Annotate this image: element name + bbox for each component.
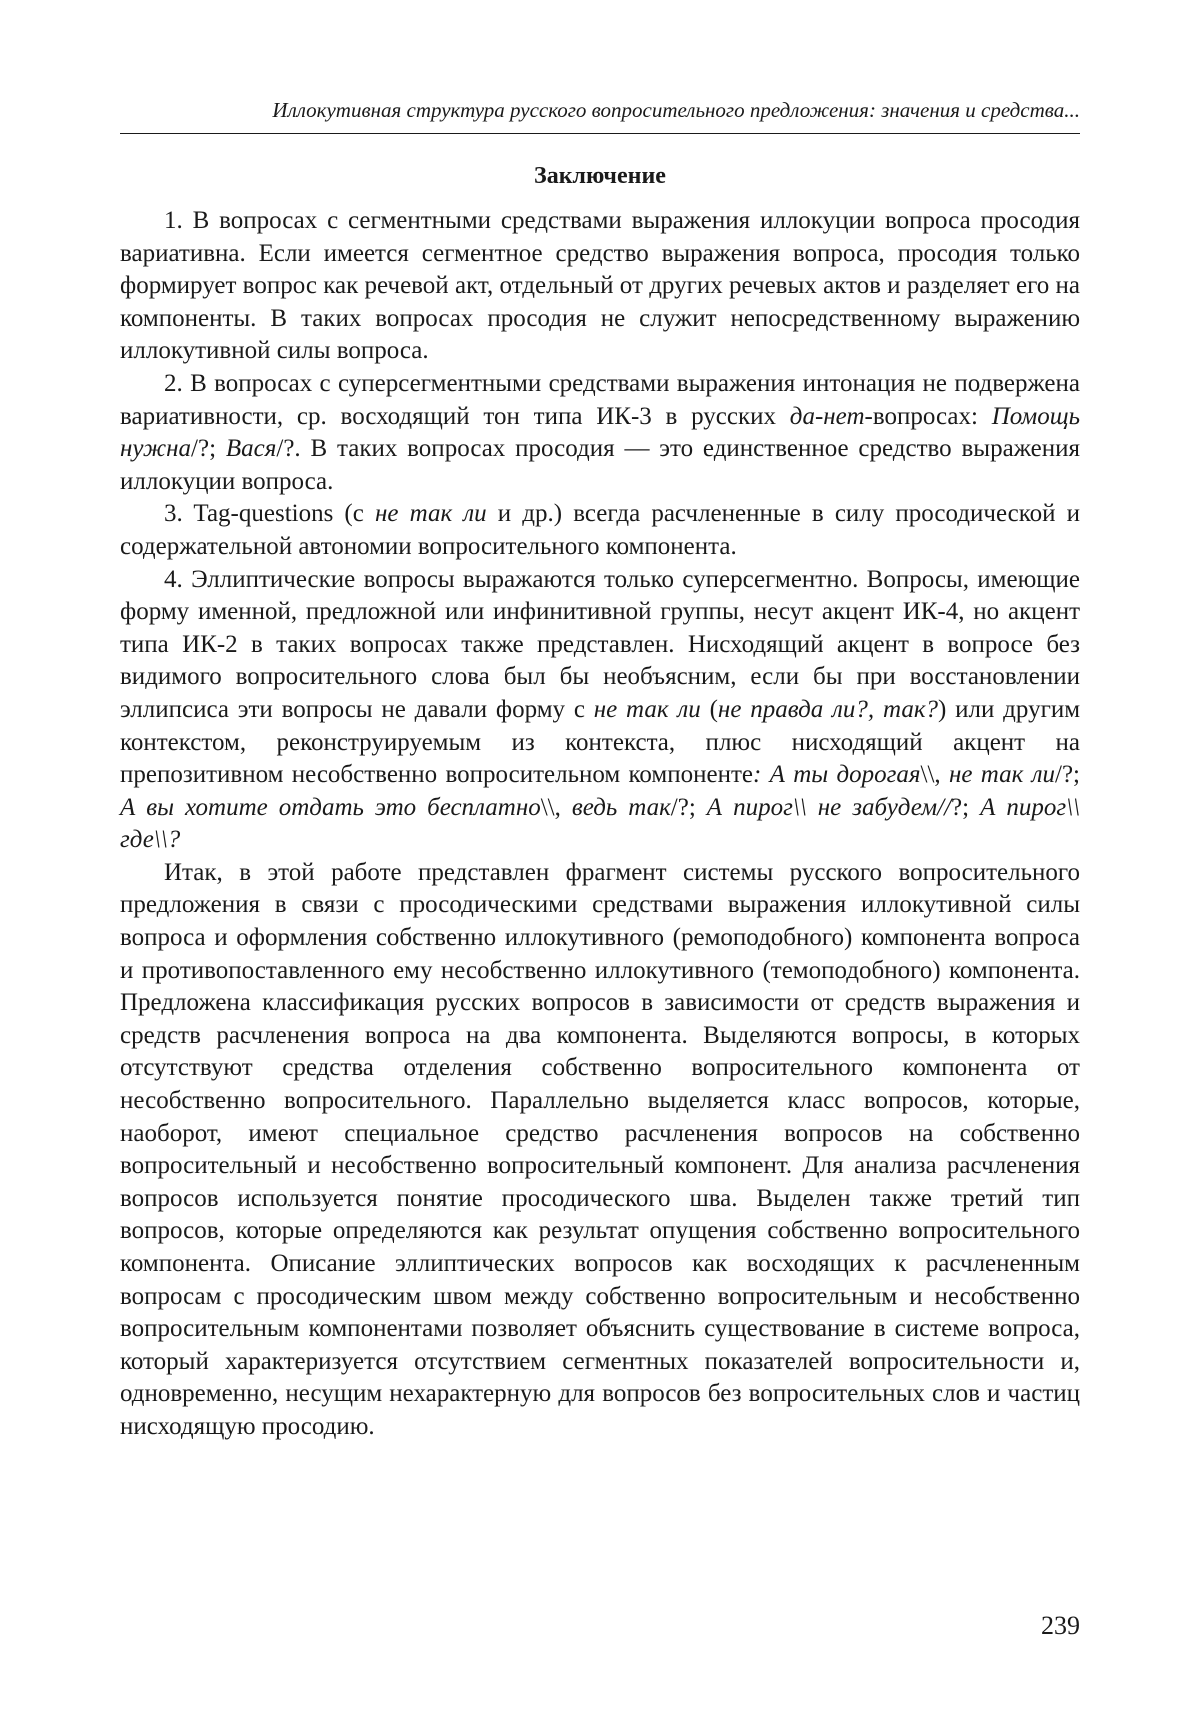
section-title: Заключение [534, 163, 666, 189]
italic-example: А вы хотите отдать это бесплатно [120, 793, 541, 821]
italic-example: не так ли [948, 761, 1056, 789]
text-run: ?; [951, 793, 981, 821]
conclusion-point-2 [120, 368, 1080, 498]
text-run: 2. В вопросах с суперсегментными средствами выражения интонация не подвержена вариативности, ср. восходящий тон типа ИК-3 в русских [120, 369, 1080, 430]
summary-paragraph [120, 857, 1080, 1444]
italic-example: не так ли [593, 695, 701, 723]
conclusion-point-4 [120, 564, 1080, 857]
header-rule [120, 133, 1080, 134]
italic-example: да-нет [789, 402, 865, 430]
text-run: /?; [191, 435, 226, 463]
text-run: \\, [920, 761, 949, 789]
text-run: Итак, в этой работе представлен фрагмент системы русского вопросительного предложения в связи с просодическими средствами выражения иллокутивной силы вопроса и оформления собственно иллокутивного (ремоподобного) компонента вопроса и противопоставленного ему несобственно иллокутивного (темоподобного) компонента. Предложена классификация русских вопросов в зависимости от средств выражения и средств расчленения вопроса на два компонента. Выделяются вопросы, в которых отсутствуют средства отделения собственно вопросительного компонента от несобственно вопросительного. Параллельно выделяется класс вопросов, которые, наоборот, имеют специальное средство расчленения вопросов на собственно вопросительный и несобственно вопросительный компонент. Для анализа расчленения вопросов используется понятие просодического шва. Выделен также третий тип вопросов, которые определяются как результат опущения собственно вопросительного компонента. Описание эллиптических вопросов как восходящих к расчлененным вопросам с просодическим швом между собственно вопросительным и несобственно вопросительным компонентами позволяет объяснить существование в системе вопроса, который характеризуется отсутствием сегментных показателей вопросительности и, одновременно, несущим нехарактерную для вопросов без вопросительных слов и частиц нисходящую просодию. [120, 858, 1080, 1440]
italic-example: Помощь нужна [120, 402, 1080, 463]
body-text [120, 205, 1080, 1444]
text-run: и др.) всегда расчлененные в силу просодической и содержательной автономии вопросительного компонента. [120, 500, 1081, 560]
running-head: Иллокутивная структура русского вопросительного предложения: значения и средства... [272, 98, 1080, 122]
italic-example: : А ты дорогая [753, 761, 921, 789]
italic-example: А пирог\\ где\\? [120, 793, 1080, 854]
text-run: /?. В таких вопросах просодия — это единственное средство выражения иллокуции вопроса. [120, 435, 1080, 495]
italic-example: А пирог\\ не забудем// [706, 793, 952, 821]
text-run: ( [700, 695, 718, 723]
text-run: -вопросах: [864, 402, 992, 430]
text-run: /?; [670, 793, 707, 821]
italic-example: не так ли [374, 500, 487, 528]
conclusion-point-1 [120, 205, 1080, 368]
conclusion-point-3 [120, 498, 1080, 563]
italic-example: Вася [225, 435, 277, 463]
page-number: 239 [1041, 1611, 1080, 1640]
text-run: ) или другим контекстом, реконструируемым из контекста, плюс нисходящий акцент на препозитивном несобственно вопросительном компоненте [120, 695, 1081, 789]
text-run: /?; [1055, 761, 1081, 789]
text-run: 4. Эллиптические вопросы выражаются только суперсегментно. Вопросы, имеющие форму именной, предложной или инфинитивной группы, несут акцент ИК-4, но акцент типа ИК-2 в таких вопросах также представлен. Нисходящий акцент в вопросе без видимого вопросительного слова был бы необъясним, если бы при восстановлении эллипсиса эти вопросы не давали форму с [120, 565, 1080, 723]
text-run: 3. Tag-questions (с [164, 500, 375, 528]
italic-example: не правда ли?, так? [717, 695, 939, 723]
text-run: 1. В вопросах с сегментными средствами выражения иллокуции вопроса просодия вариативна. Если имеется сегментное средство выражения вопроса, просодия только формирует вопрос как речевой акт, отдельный от других речевых актов и разделяет его на компоненты. В таких вопросах просодия не служит непосредственному выражению иллокутивной силы вопроса. [120, 207, 1080, 365]
text-run: \\, [540, 793, 572, 821]
italic-example: ведь так [571, 793, 671, 821]
